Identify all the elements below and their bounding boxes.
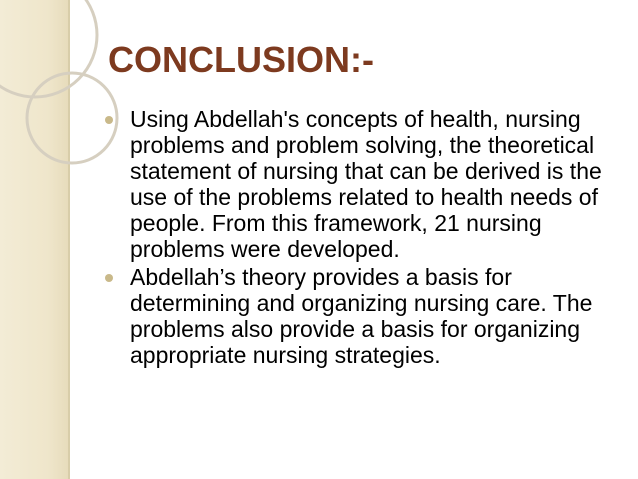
bullet-item (100, 264, 630, 368)
slide-title: CONCLUSION:- (108, 39, 374, 80)
bullet-text: Using Abdellah's concepts of health, nursing problems and problem solving, the theoretical statement of nursing that can be derived is the use of the problems related to health needs of people. From this framework, 21 nursing problems were developed. (130, 106, 602, 262)
bullet-text: Abdellah’s theory provides a basis for determining and organizing nursing care. The problems also provide a basis for organizing appropriate nursing strategies. (130, 264, 593, 368)
bullet-list (100, 106, 630, 370)
bullet-item (100, 106, 630, 262)
bullet-dot-icon (105, 116, 113, 124)
bullet-dot-icon (105, 274, 113, 282)
